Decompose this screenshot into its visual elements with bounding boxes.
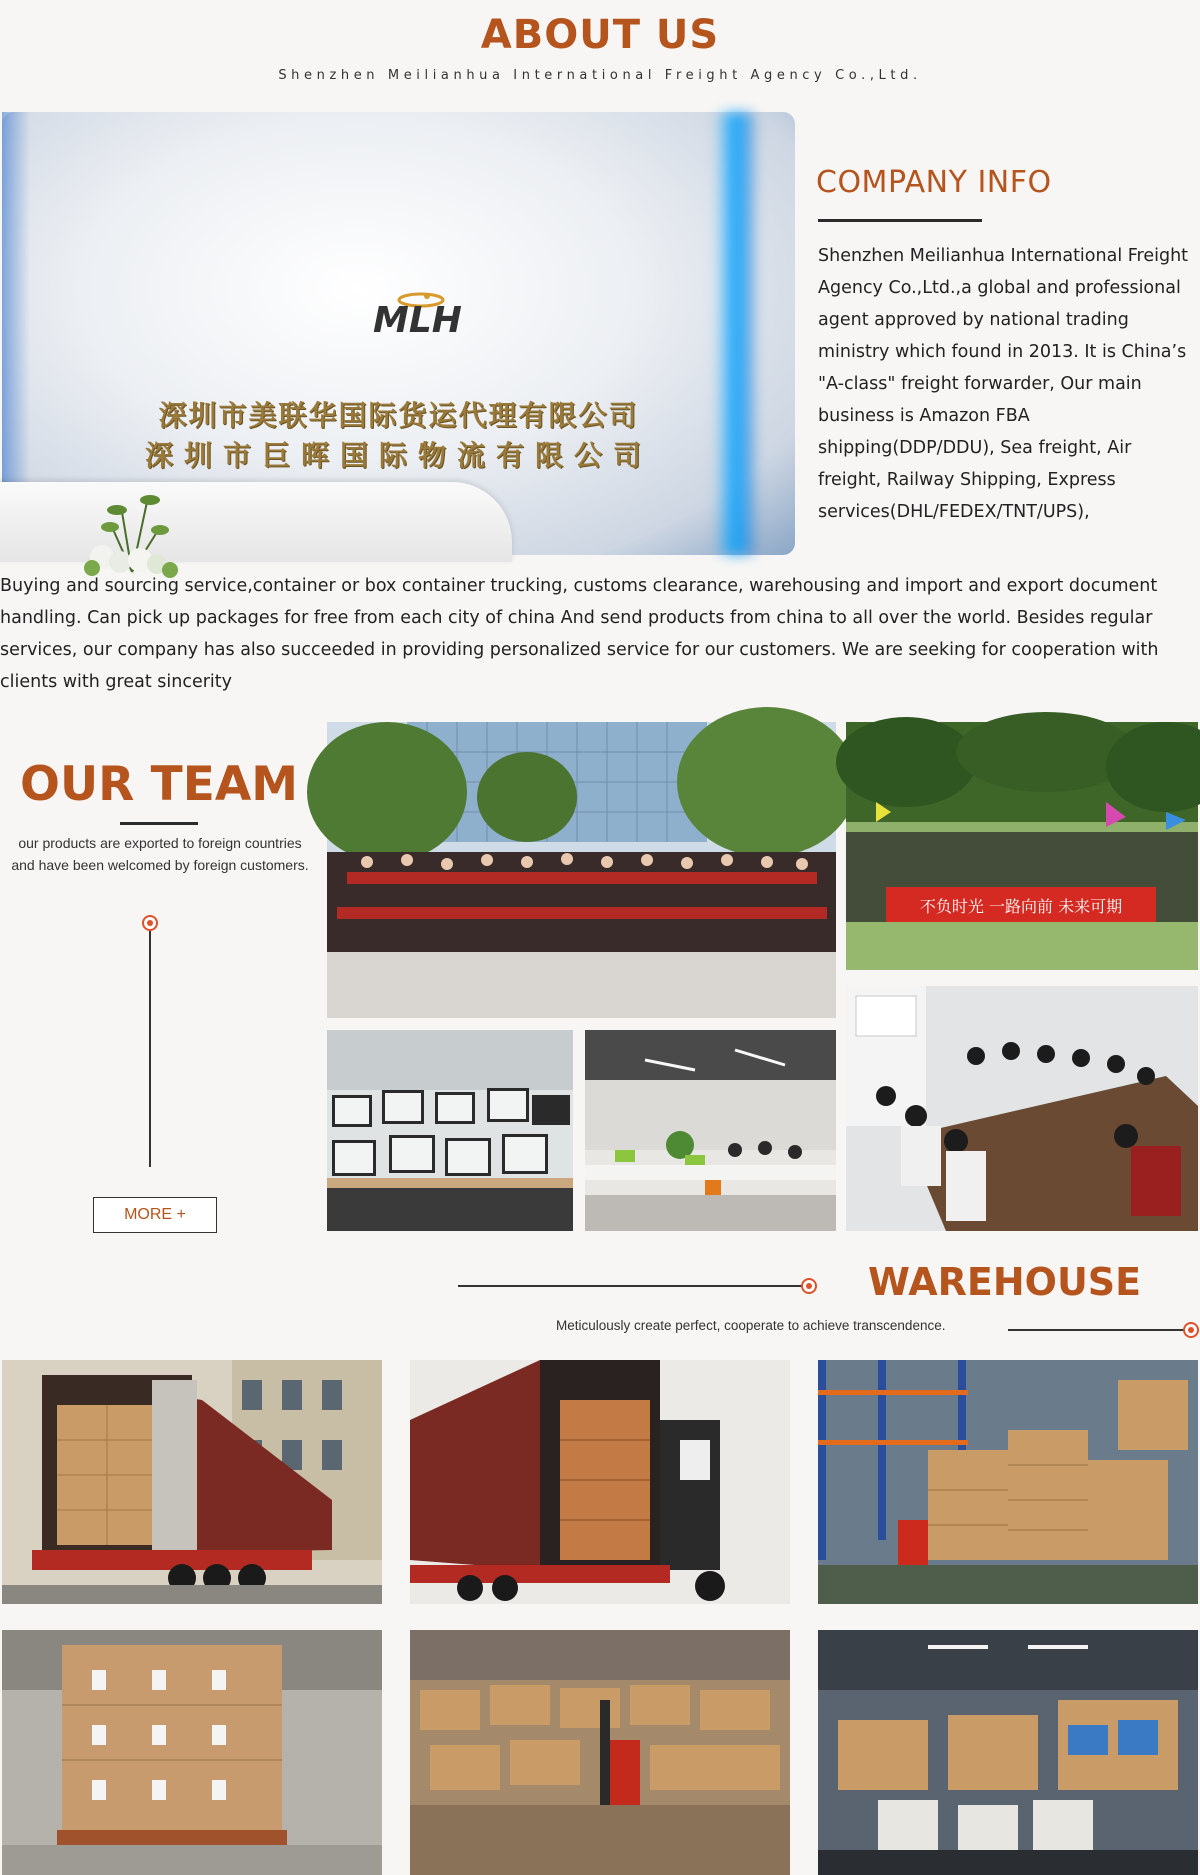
- company-info-title: COMPANY INFO: [816, 165, 1052, 200]
- about-us-title: ABOUT US: [480, 12, 720, 58]
- warehouse-pallets-photo-2: [818, 1630, 1198, 1875]
- container-truck-photo-1: [2, 1360, 382, 1604]
- container-truck-forklift-photo: [410, 1360, 790, 1604]
- office-workspace-photo: [585, 1030, 836, 1231]
- team-group-photo-building: [327, 722, 836, 1018]
- warehouse-floor-boxes-photo: [410, 1630, 790, 1875]
- more-button[interactable]: MORE +: [93, 1197, 217, 1233]
- company-lobby-photo: [2, 112, 795, 555]
- warehouse-subtitle: Meticulously create perfect, cooperate to achieve transcendence.: [556, 1318, 946, 1333]
- team-outdoor-banner-photo: [846, 722, 1198, 970]
- our-team-title: OUR TEAM: [20, 757, 298, 812]
- plant-decoration-icon: [62, 472, 202, 582]
- warehouse-subtitle-line: [1008, 1329, 1188, 1331]
- warehouse-title-line: [458, 1285, 806, 1287]
- team-banner-text: 不负时光 一路向前 未来可期: [919, 897, 1123, 916]
- wrapped-pallet-photo: [2, 1630, 382, 1875]
- company-info-text-continued: Buying and sourcing service,container or box container trucking, customs clearance, warehousing and import and export document handling. Can pick up packages for free from each city of china And send products from china to all over the world. Besides regular services, our company has also succeeded in providing personalized service for our customers. We are seeking for cooperation with clients with great sincerity: [0, 576, 1159, 692]
- warehouse-subtitle-dot-icon: [1183, 1322, 1199, 1338]
- team-meeting-photo: [846, 986, 1198, 1231]
- title-underline: [818, 219, 982, 222]
- warehouse-dot-icon: [801, 1278, 817, 1294]
- warehouse-pallets-photo-1: [818, 1360, 1198, 1604]
- office-computers-photo: [327, 1030, 573, 1231]
- company-name-subtitle: Shenzhen Meilianhua International Freight Agency Co.,Ltd.: [278, 68, 922, 83]
- timeline-line: [149, 931, 151, 1167]
- company-logo-icon: [369, 288, 462, 344]
- team-description: our products are exported to foreign countries and have been welcomed by foreign customers.: [11, 835, 309, 873]
- team-title-underline: [120, 822, 198, 825]
- chinese-company-name-1: 深圳市美联华国际货运代理有限公司: [158, 399, 639, 432]
- chinese-company-name-2: 深圳市巨晖国际物流有限公司: [144, 439, 652, 472]
- timeline-dot-icon: [142, 915, 158, 931]
- warehouse-title: WAREHOUSE: [868, 1260, 1142, 1304]
- svg-text:MLH: MLH: [373, 300, 462, 341]
- company-info-text: Shenzhen Meilianhua International Freight Agency Co.,Ltd.,a global and professional agent approved by national trading ministry which found in 2013. It is China’s "A-class" freight forwarder, Our main business is Amazon FBA shipping(DDP/DDU), Sea freight, Air freight, Railway Shipping, Express services(DHL/FEDEX/TNT/UPS),: [818, 246, 1189, 522]
